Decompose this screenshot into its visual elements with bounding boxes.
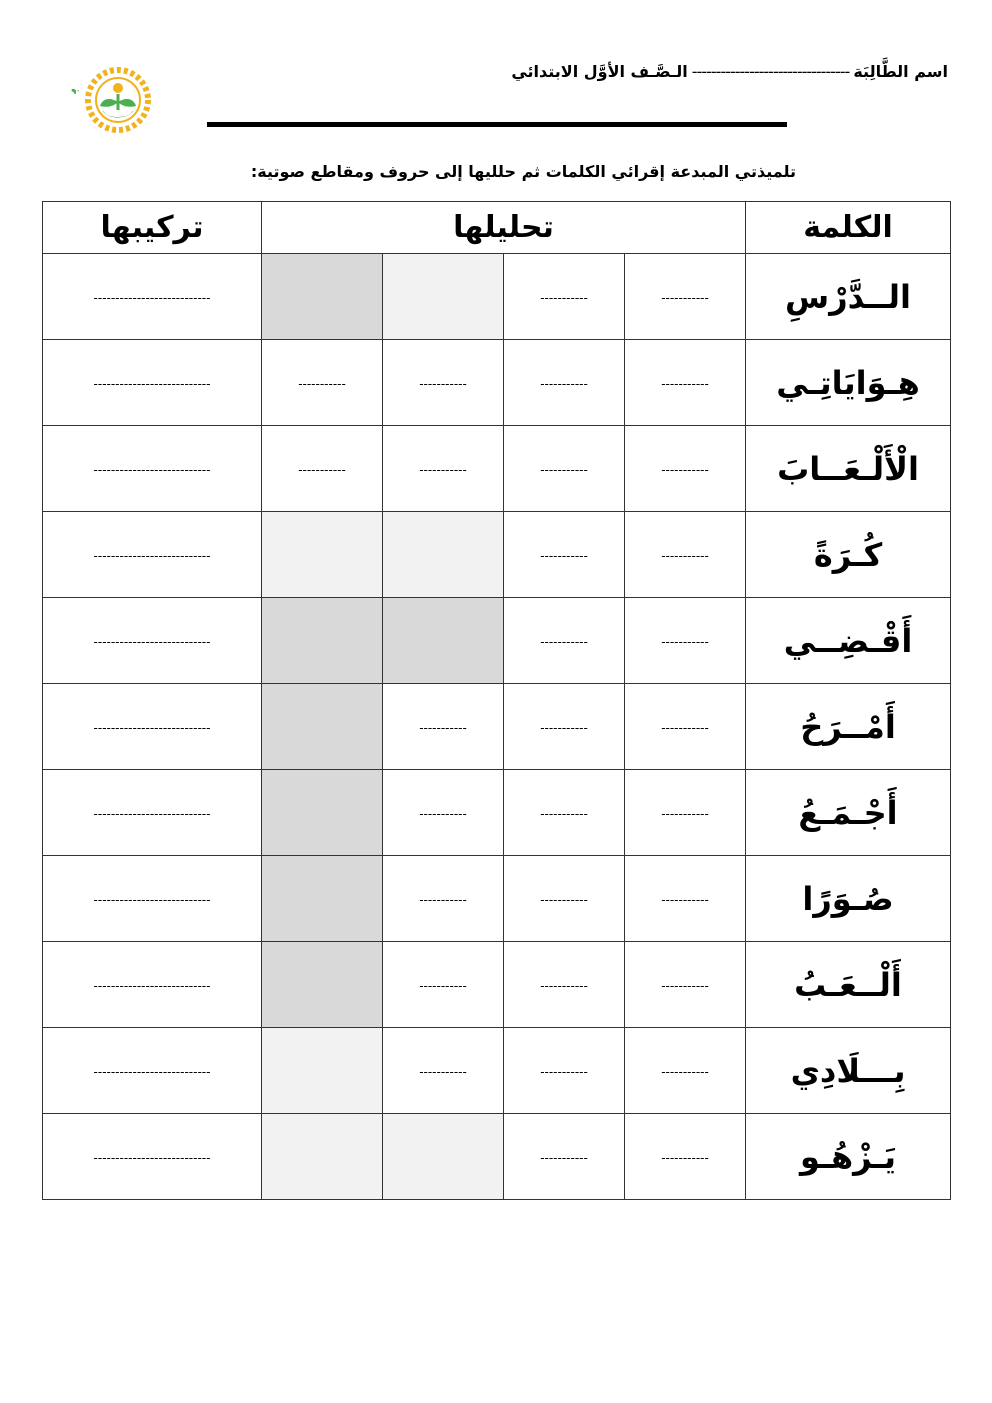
word-cell: كُـرَةً	[746, 512, 951, 598]
blank-line[interactable]: -----------	[419, 463, 467, 477]
table-row	[43, 770, 951, 856]
blank-line[interactable]: -----------	[540, 635, 588, 649]
table-row	[43, 340, 951, 426]
blank-line[interactable]: -----------	[661, 635, 709, 649]
composition-blank-line[interactable]: ---------------------------	[93, 549, 211, 563]
blank-line[interactable]: -----------	[419, 721, 467, 735]
analysis-blank-cell[interactable]	[262, 426, 383, 512]
word-cell: الْأَلْـعَــابَ	[746, 426, 951, 512]
word-cell: بِـــلَادِي	[746, 1028, 951, 1114]
composition-cell[interactable]	[43, 340, 262, 426]
hands-plant-sun-logo	[62, 36, 174, 140]
table-row	[43, 598, 951, 684]
blank-line[interactable]: -----------	[540, 377, 588, 391]
worksheet-table	[42, 201, 951, 1200]
shaded-cell-dark	[262, 254, 383, 340]
header-composition: تركيبها	[43, 202, 262, 254]
analysis-blank-cell[interactable]	[262, 340, 383, 426]
word-cell: هِـوَايَاتِـي	[746, 340, 951, 426]
blank-line[interactable]: -----------	[419, 1065, 467, 1079]
shaded-cell-dark	[262, 856, 383, 942]
shaded-cell-light	[383, 1114, 504, 1200]
composition-blank-line[interactable]: ---------------------------	[93, 979, 211, 993]
grade-label: الـصَّـف الأوَّل الابتدائي	[511, 62, 688, 81]
analysis-blank-cell[interactable]	[504, 1028, 625, 1114]
table-row	[43, 942, 951, 1028]
blank-line[interactable]: -----------	[419, 979, 467, 993]
composition-blank-line[interactable]: ---------------------------	[93, 1065, 211, 1079]
shaded-cell-dark	[262, 770, 383, 856]
analysis-blank-cell[interactable]	[383, 856, 504, 942]
composition-cell[interactable]	[43, 512, 262, 598]
blank-line[interactable]: -----------	[419, 807, 467, 821]
composition-blank-line[interactable]: ---------------------------	[93, 721, 211, 735]
composition-cell[interactable]	[43, 942, 262, 1028]
table-row	[43, 1114, 951, 1200]
blank-line[interactable]: -----------	[540, 893, 588, 907]
composition-cell[interactable]	[43, 426, 262, 512]
analysis-blank-cell[interactable]	[625, 770, 746, 856]
blank-line[interactable]: -----------	[661, 893, 709, 907]
blank-line[interactable]: -----------	[661, 291, 709, 305]
blank-line[interactable]: -----------	[298, 377, 346, 391]
shaded-cell-light	[383, 254, 504, 340]
composition-blank-line[interactable]: ---------------------------	[93, 635, 211, 649]
header-analysis: تحليلها	[262, 202, 746, 254]
composition-blank-line[interactable]: ---------------------------	[93, 893, 211, 907]
student-name-label: اسم الطَّالِبَة	[853, 62, 948, 81]
table-header-row	[43, 202, 951, 254]
blank-line[interactable]: -----------	[661, 1065, 709, 1079]
analysis-blank-cell[interactable]	[625, 684, 746, 770]
analysis-blank-cell[interactable]	[625, 1114, 746, 1200]
analysis-blank-cell[interactable]	[504, 684, 625, 770]
word-cell: صُـوَرًا	[746, 856, 951, 942]
shaded-cell-light	[262, 1028, 383, 1114]
composition-cell[interactable]	[43, 1028, 262, 1114]
analysis-blank-cell[interactable]	[504, 942, 625, 1028]
blank-line[interactable]: -----------	[540, 291, 588, 305]
word-cell: الــدَّرْسِ	[746, 254, 951, 340]
analysis-blank-cell[interactable]	[625, 426, 746, 512]
composition-blank-line[interactable]: ---------------------------	[93, 377, 211, 391]
analysis-blank-cell[interactable]	[504, 512, 625, 598]
blank-line[interactable]: -----------	[661, 807, 709, 821]
composition-blank-line[interactable]: ---------------------------	[93, 463, 211, 477]
analysis-blank-cell[interactable]	[383, 684, 504, 770]
composition-cell[interactable]	[43, 254, 262, 340]
blank-line[interactable]: -----------	[661, 463, 709, 477]
logo-text: ب	[62, 86, 81, 94]
analysis-blank-cell[interactable]	[504, 426, 625, 512]
blank-line[interactable]: -----------	[540, 463, 588, 477]
blank-line[interactable]: -----------	[540, 1065, 588, 1079]
instruction-text: تلميذتي المبدعة إقرائي الكلمات ثم حلليها إلى حروف ومقاطع صوتية:	[250, 162, 796, 181]
table-row	[43, 684, 951, 770]
shaded-cell-dark	[383, 598, 504, 684]
analysis-blank-cell[interactable]	[383, 340, 504, 426]
shaded-cell-dark	[262, 598, 383, 684]
table-row	[43, 856, 951, 942]
word-cell: أَقْـضِــي	[746, 598, 951, 684]
shaded-cell-light	[383, 512, 504, 598]
header-line	[290, 62, 948, 81]
header-divider	[207, 122, 787, 127]
analysis-blank-cell[interactable]	[504, 598, 625, 684]
analysis-blank-cell[interactable]	[504, 1114, 625, 1200]
analysis-blank-cell[interactable]	[504, 856, 625, 942]
composition-cell[interactable]	[43, 1114, 262, 1200]
analysis-blank-cell[interactable]	[383, 1028, 504, 1114]
table-row	[43, 426, 951, 512]
word-cell: يَـزْهُـو	[746, 1114, 951, 1200]
analysis-blank-cell[interactable]	[383, 942, 504, 1028]
analysis-blank-cell[interactable]	[625, 512, 746, 598]
header-word: الكلمة	[746, 202, 951, 254]
analysis-blank-cell[interactable]	[504, 254, 625, 340]
table-row	[43, 1028, 951, 1114]
blank-line[interactable]: -----------	[661, 979, 709, 993]
analysis-blank-cell[interactable]	[625, 598, 746, 684]
student-name-blank[interactable]: ---------------------------------	[691, 62, 850, 81]
analysis-blank-cell[interactable]	[383, 426, 504, 512]
blank-line[interactable]: -----------	[419, 377, 467, 391]
blank-line[interactable]: -----------	[540, 1151, 588, 1165]
table-row	[43, 512, 951, 598]
analysis-blank-cell[interactable]	[504, 340, 625, 426]
composition-cell[interactable]	[43, 684, 262, 770]
table-row	[43, 254, 951, 340]
analysis-blank-cell[interactable]	[383, 770, 504, 856]
blank-line[interactable]: -----------	[661, 721, 709, 735]
analysis-blank-cell[interactable]	[625, 942, 746, 1028]
analysis-blank-cell[interactable]	[625, 254, 746, 340]
blank-line[interactable]: -----------	[661, 1151, 709, 1165]
shaded-cell-light	[262, 512, 383, 598]
blank-line[interactable]: -----------	[298, 463, 346, 477]
blank-line[interactable]: -----------	[540, 807, 588, 821]
shaded-cell-dark	[262, 684, 383, 770]
analysis-blank-cell[interactable]	[504, 770, 625, 856]
blank-line[interactable]: -----------	[661, 549, 709, 563]
shaded-cell-light	[262, 1114, 383, 1200]
blank-line[interactable]: -----------	[419, 893, 467, 907]
analysis-blank-cell[interactable]	[625, 856, 746, 942]
composition-cell[interactable]	[43, 856, 262, 942]
analysis-blank-cell[interactable]	[625, 1028, 746, 1114]
blank-line[interactable]: -----------	[540, 721, 588, 735]
blank-line[interactable]: -----------	[540, 549, 588, 563]
word-cell: أَلْــعَـبُ	[746, 942, 951, 1028]
word-cell: أَجْـمَـعُ	[746, 770, 951, 856]
analysis-blank-cell[interactable]	[625, 340, 746, 426]
blank-line[interactable]: -----------	[661, 377, 709, 391]
blank-line[interactable]: -----------	[540, 979, 588, 993]
composition-blank-line[interactable]: ---------------------------	[93, 291, 211, 305]
shaded-cell-dark	[262, 942, 383, 1028]
svg-text:بالعطاء نسمو	[62, 36, 80, 95]
word-cell: أَمْــرَحُ	[746, 684, 951, 770]
composition-cell[interactable]	[43, 598, 262, 684]
composition-blank-line[interactable]: ---------------------------	[93, 807, 211, 821]
composition-cell[interactable]	[43, 770, 262, 856]
composition-blank-line[interactable]: ---------------------------	[93, 1151, 211, 1165]
